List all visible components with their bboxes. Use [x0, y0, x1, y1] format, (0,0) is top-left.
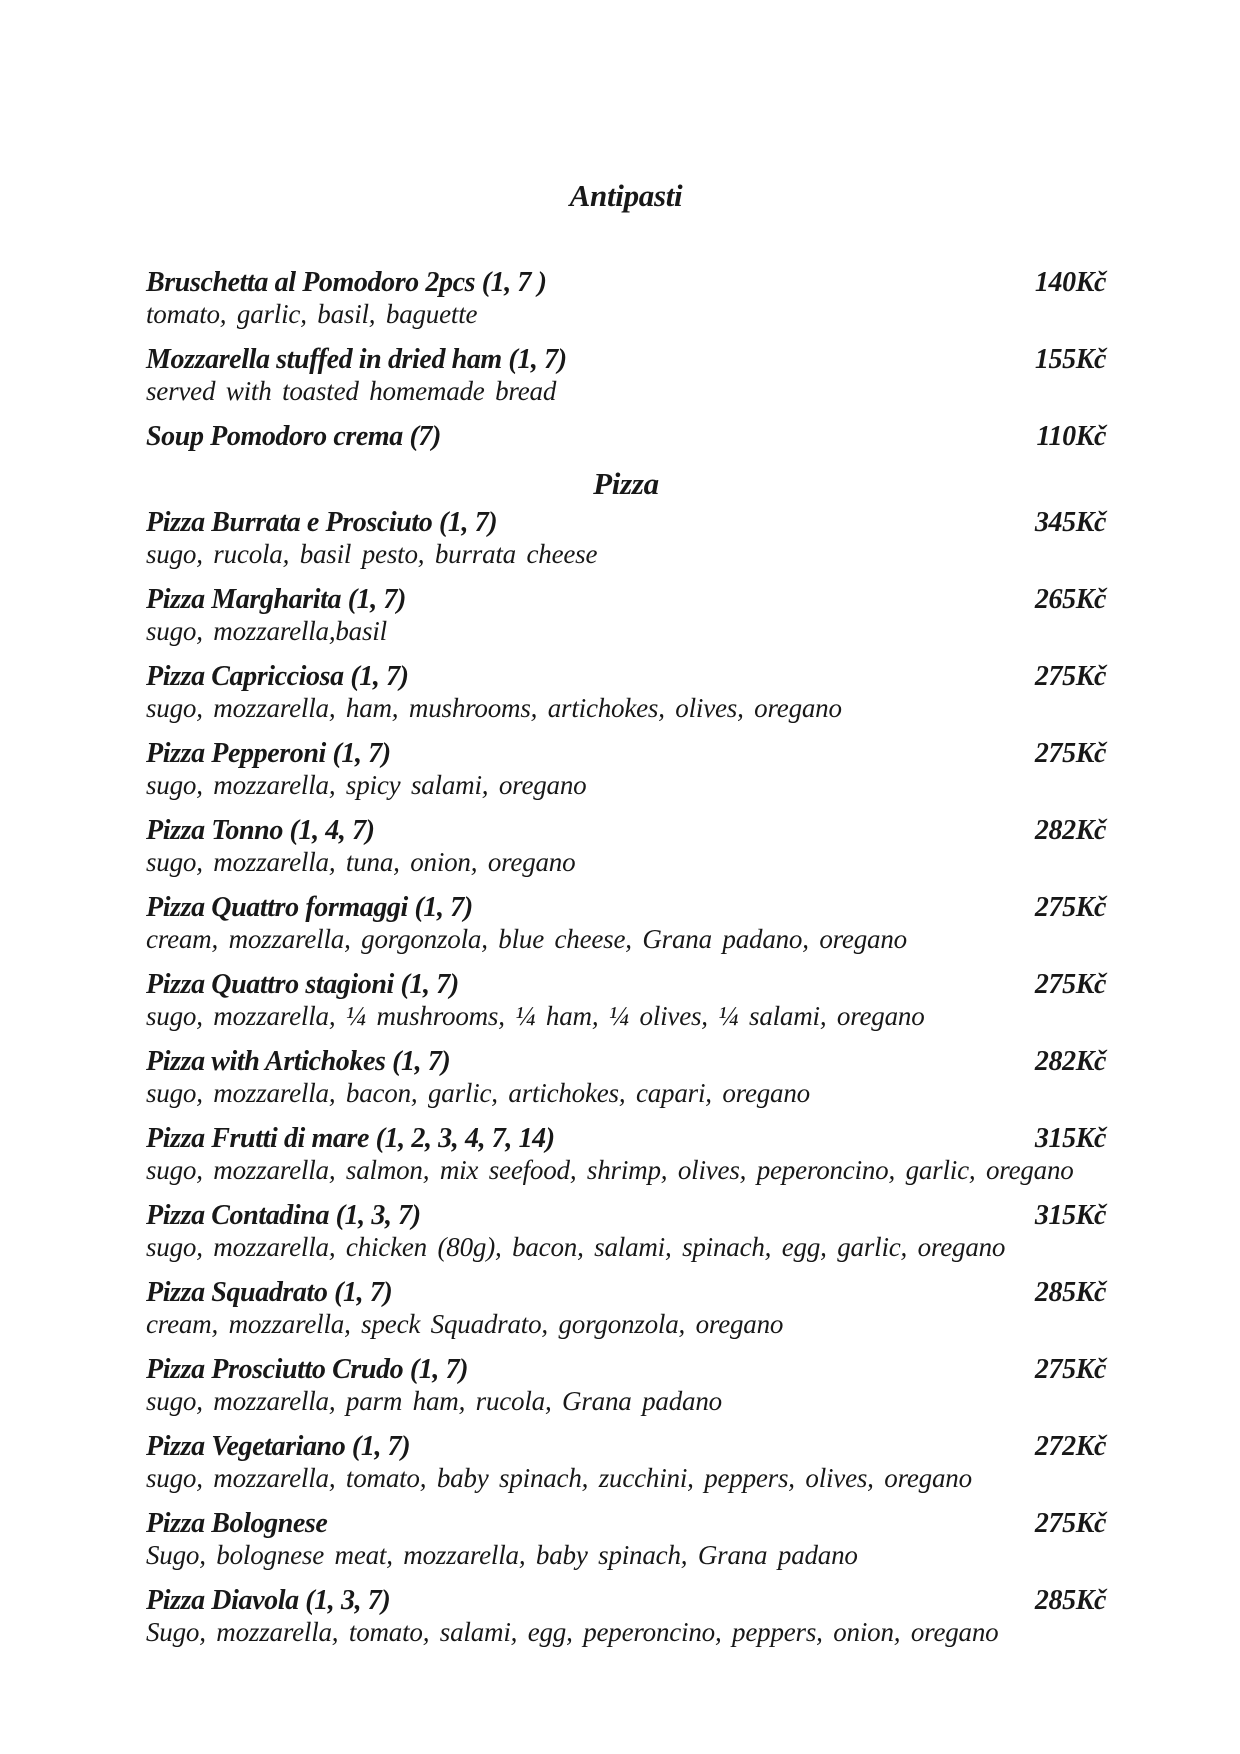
menu-item [146, 738, 1106, 800]
item-row [146, 1046, 1106, 1078]
item-row [146, 584, 1106, 616]
menu-item [146, 1123, 1106, 1185]
item-price: 275Kč [1034, 969, 1106, 1000]
menu-item [146, 892, 1106, 954]
item-description: sugo, mozzarella, ham, mushrooms, artichokes, olives, oregano [146, 693, 842, 723]
item-name: Pizza Margharita (1, 7) [146, 584, 406, 615]
menu-item [146, 584, 1106, 646]
item-row [146, 892, 1106, 924]
item-row [146, 1585, 1106, 1617]
item-row [146, 1200, 1106, 1232]
item-description: Sugo, bolognese meat, mozzarella, baby spinach, Grana padano [146, 1540, 858, 1570]
item-row [146, 815, 1106, 847]
item-row [146, 1431, 1106, 1463]
item-name: Pizza Burrata e Prosciuto (1, 7) [146, 507, 498, 538]
item-price: 140Kč [1034, 267, 1106, 298]
item-name: Pizza Capricciosa (1, 7) [146, 661, 409, 692]
menu-item [146, 1431, 1106, 1493]
item-price: 282Kč [1034, 1046, 1106, 1077]
item-name: Pizza Contadina (1, 3, 7) [146, 1200, 421, 1231]
item-description: sugo, mozzarella, ¼ mushrooms, ¼ ham, ¼ olives, ¼ salami, oregano [146, 1001, 925, 1031]
item-row [146, 1508, 1106, 1540]
menu-item [146, 1354, 1106, 1416]
item-name: Pizza Pepperoni (1, 7) [146, 738, 391, 769]
item-description: cream, mozzarella, speck Squadrato, gorgonzola, oregano [146, 1309, 784, 1339]
item-name: Pizza Prosciutto Crudo (1, 7) [146, 1354, 469, 1385]
item-name: Pizza Quattro stagioni (1, 7) [146, 969, 459, 1000]
item-row [146, 969, 1106, 1001]
item-name: Pizza Diavola (1, 3, 7) [146, 1585, 391, 1616]
item-description: sugo, mozzarella,basil [146, 616, 387, 646]
item-row [146, 267, 1106, 299]
item-row [146, 661, 1106, 693]
item-price: 272Kč [1034, 1431, 1106, 1462]
item-price: 315Kč [1034, 1200, 1106, 1231]
item-description: sugo, mozzarella, tuna, onion, oregano [146, 847, 576, 877]
menu-item [146, 1585, 1106, 1647]
menu-item [146, 1200, 1106, 1262]
item-description: Sugo, mozzarella, tomato, salami, egg, peperoncino, peppers, onion, oregano [146, 1617, 999, 1647]
item-name: Pizza Frutti di mare (1, 2, 3, 4, 7, 14) [146, 1123, 555, 1154]
menu-item [146, 661, 1106, 723]
item-row [146, 344, 1106, 376]
item-price: 315Kč [1034, 1123, 1106, 1154]
item-name: Pizza Squadrato (1, 7) [146, 1277, 393, 1308]
menu-item [146, 421, 1106, 453]
menu-item [146, 344, 1106, 406]
menu-item [146, 267, 1106, 329]
item-name: Soup Pomodoro crema (7) [146, 421, 441, 452]
menu-item [146, 969, 1106, 1031]
section-title-pizza: Pizza [593, 466, 659, 501]
item-description: sugo, mozzarella, parm ham, rucola, Grana padano [146, 1386, 722, 1416]
section-title-antipasti: Antipasti [569, 178, 683, 213]
item-price: 275Kč [1034, 738, 1106, 769]
item-description: sugo, mozzarella, salmon, mix seefood, shrimp, olives, peperoncino, garlic, oregano [146, 1155, 1074, 1185]
item-description: sugo, rucola, basil pesto, burrata cheese [146, 539, 598, 569]
menu-item [146, 1508, 1106, 1570]
item-price: 275Kč [1034, 1354, 1106, 1385]
menu-item [146, 507, 1106, 569]
item-name: Pizza Tonno (1, 4, 7) [146, 815, 375, 846]
item-row [146, 738, 1106, 770]
item-row [146, 1123, 1106, 1155]
item-price: 155Kč [1034, 344, 1106, 375]
item-description: served with toasted homemade bread [146, 376, 557, 406]
item-price: 345Kč [1034, 507, 1106, 538]
item-row [146, 1354, 1106, 1386]
menu-item [146, 815, 1106, 877]
item-price: 275Kč [1034, 661, 1106, 692]
item-price: 275Kč [1034, 892, 1106, 923]
item-price: 282Kč [1034, 815, 1106, 846]
item-name: Pizza with Artichokes (1, 7) [146, 1046, 451, 1077]
menu-item [146, 1277, 1106, 1339]
item-description: sugo, mozzarella, tomato, baby spinach, zucchini, peppers, olives, oregano [146, 1463, 972, 1493]
item-name: Pizza Quattro formaggi (1, 7) [146, 892, 473, 923]
item-description: sugo, mozzarella, spicy salami, oregano [146, 770, 587, 800]
item-name: Pizza Vegetariano (1, 7) [146, 1431, 411, 1462]
menu-item [146, 1046, 1106, 1108]
item-row [146, 507, 1106, 539]
item-name: Pizza Bolognese [146, 1508, 328, 1539]
item-price: 265Kč [1034, 584, 1106, 615]
item-price: 285Kč [1034, 1277, 1106, 1308]
item-price: 285Kč [1034, 1585, 1106, 1616]
item-name: Mozzarella stuffed in dried ham (1, 7) [146, 344, 567, 375]
item-row [146, 1277, 1106, 1309]
item-description: tomato, garlic, basil, baguette [146, 299, 478, 329]
item-price: 110Kč [1036, 421, 1106, 452]
item-row [146, 421, 1106, 453]
item-description: cream, mozzarella, gorgonzola, blue cheese, Grana padano, oregano [146, 924, 907, 954]
item-price: 275Kč [1034, 1508, 1106, 1539]
item-description: sugo, mozzarella, chicken (80g), bacon, salami, spinach, egg, garlic, oregano [146, 1232, 1006, 1262]
item-name: Bruschetta al Pomodoro 2pcs (1, 7 ) [146, 267, 547, 298]
item-description: sugo, mozzarella, bacon, garlic, artichokes, capari, oregano [146, 1078, 810, 1108]
